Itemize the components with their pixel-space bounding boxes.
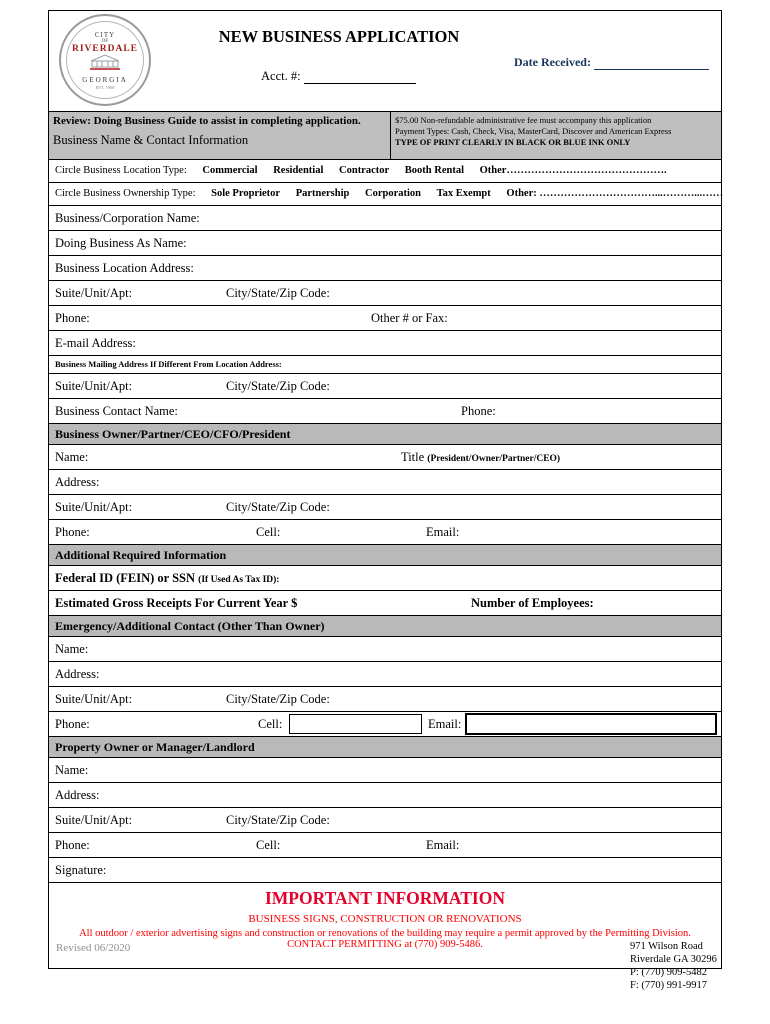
contact-phone-label: Phone:	[461, 404, 496, 418]
row-suite-city-3	[49, 494, 721, 519]
city-state-zip-label: City/State/Zip Code:	[226, 286, 330, 300]
owner-email-label: Email:	[426, 525, 460, 539]
property-phone-label: Phone:	[55, 838, 90, 852]
row-owner-address	[49, 469, 721, 494]
seal-est-text: EST. 1908	[95, 84, 115, 90]
option-contractor: Contractor	[339, 165, 390, 176]
option-booth-rental: Booth Rental	[404, 165, 465, 176]
seal-riverdale-text: RIVERDALE	[71, 43, 138, 54]
option-residential: Residential	[273, 165, 324, 176]
seal-city-text: CITY	[94, 30, 116, 39]
federal-id-label: Federal ID (FEIN) or SSN (If Used As Tax ID):	[55, 571, 280, 585]
row-property-address	[49, 782, 721, 807]
application-form	[48, 10, 722, 969]
row-owner-name-title	[49, 444, 721, 469]
acct-number-label: Acct. #:	[261, 69, 416, 84]
owner-title-label: Title (President/Owner/Partner/CEO)	[401, 450, 561, 464]
option-location-other: Other……………………………………….	[479, 165, 667, 176]
location-type-label: Circle Business Location Type:	[55, 165, 187, 176]
signature-label: Signature:	[55, 863, 107, 877]
date-received-label: Date Received:	[514, 55, 709, 70]
row-property-phone-cell-email	[49, 832, 721, 857]
row-emergency-name	[49, 636, 721, 661]
emergency-name-label: Name:	[55, 642, 89, 656]
emergency-email-label: Email:	[428, 717, 462, 731]
option-tax-exempt: Tax Exempt	[436, 188, 491, 199]
row-dba-name	[49, 230, 721, 255]
row-federal-id	[49, 565, 721, 590]
email-address-label: E-mail Address:	[55, 336, 136, 350]
row-emergency-phone-cell-email	[49, 711, 721, 736]
row-emergency-address	[49, 661, 721, 686]
dba-name-label: Doing Business As Name:	[55, 236, 187, 250]
mailing-address-label: Business Mailing Address If Different From Location Address:	[55, 359, 282, 369]
city-state-zip-label: City/State/Zip Code:	[226, 500, 330, 514]
property-cell-label: Cell:	[256, 838, 281, 852]
city-state-zip-label: City/State/Zip Code:	[226, 379, 330, 393]
fee-note: $75.00 Non-refundable administrative fee must accompany this application	[395, 115, 652, 125]
footer-fax: F: (770) 991-9917	[630, 980, 707, 991]
page-title: NEW BUSINESS APPLICATION	[218, 27, 460, 46]
emergency-phone-label: Phone:	[55, 717, 90, 731]
city-address-block	[630, 940, 717, 992]
row-business-contact	[49, 398, 721, 423]
emergency-cell-input[interactable]	[289, 714, 422, 734]
property-address-label: Address:	[55, 788, 100, 802]
business-corporation-name-label: Business/Corporation Name:	[55, 211, 200, 225]
section-business-name-contact: Business Name & Contact Information	[53, 133, 249, 147]
suite-label: Suite/Unit/Apt:	[55, 286, 133, 300]
important-title: IMPORTANT INFORMATION	[264, 888, 505, 908]
row-business-corporation-name	[49, 205, 721, 230]
option-ownership-other: Other: ……………………………...………...……	[506, 188, 724, 199]
revision-note: Revised 06/2020	[56, 942, 131, 954]
option-corporation: Corporation	[364, 188, 421, 199]
suite-label: Suite/Unit/Apt:	[55, 500, 133, 514]
owner-address-label: Address:	[55, 475, 100, 489]
acct-number-line	[304, 72, 416, 84]
ownership-type-label: Circle Business Ownership Type:	[55, 188, 196, 199]
section-property-header: Property Owner or Manager/Landlord	[49, 736, 721, 757]
seal-georgia-text: GEORGIA	[82, 75, 128, 84]
section-emergency-header: Emergency/Additional Contact (Other Than Owner)	[49, 615, 721, 636]
important-line1: All outdoor / exterior advertising signs and construction or renovations of the building may require a permit approved by the Permitting Division.	[79, 928, 691, 939]
row-owner-phone-cell-email	[49, 519, 721, 544]
option-partnership: Partnership	[295, 188, 350, 199]
city-hall-icon	[88, 54, 122, 75]
emergency-address-label: Address:	[55, 667, 100, 681]
phone-label: Phone:	[55, 311, 90, 325]
row-suite-city-2	[49, 373, 721, 398]
important-subtitle: BUSINESS SIGNS, CONSTRUCTION OR RENOVATIONS	[248, 913, 522, 925]
property-name-label: Name:	[55, 763, 89, 777]
emergency-email-input[interactable]	[465, 713, 717, 735]
date-received-line	[594, 58, 709, 70]
city-state-zip-label: City/State/Zip Code:	[226, 692, 330, 706]
number-of-employees-label: Number of Employees:	[471, 596, 594, 610]
option-commercial: Commercial	[202, 165, 258, 176]
row-ownership-type	[49, 182, 724, 205]
seal-of-text: OF	[101, 38, 109, 44]
row-suite-city-4	[49, 686, 721, 711]
row-suite-city-1	[49, 280, 721, 305]
row-signature	[49, 857, 721, 882]
form-header	[49, 11, 721, 111]
suite-label: Suite/Unit/Apt:	[55, 692, 133, 706]
suite-label: Suite/Unit/Apt:	[55, 813, 133, 827]
suite-label: Suite/Unit/Apt:	[55, 379, 133, 393]
business-location-address-label: Business Location Address:	[55, 261, 194, 275]
gross-receipts-label: Estimated Gross Receipts For Current Year $	[55, 596, 298, 610]
row-email-address	[49, 330, 721, 355]
ink-note: TYPE OF PRINT CLEARLY IN BLACK OR BLUE INK ONLY	[395, 137, 631, 147]
info-banner-right	[391, 112, 721, 159]
payment-types-note: Payment Types: Cash, Check, Visa, MasterCard, Discover and American Express	[395, 126, 672, 136]
footer-street: 971 Wilson Road	[630, 941, 703, 952]
info-banner	[49, 111, 721, 159]
section-owner-header: Business Owner/Partner/CEO/CFO/President	[49, 423, 721, 444]
review-note: Review: Doing Business Guide to assist in completing application.	[53, 115, 361, 127]
owner-cell-label: Cell:	[256, 525, 281, 539]
row-mailing-address	[49, 355, 721, 373]
owner-title-note: (President/Owner/Partner/CEO)	[427, 454, 561, 464]
city-of-riverdale-seal	[59, 14, 151, 106]
important-information-block	[49, 882, 721, 968]
footer-phone: P: (770) 909-5482	[630, 967, 707, 978]
option-sole-proprietor: Sole Proprietor	[211, 188, 281, 199]
row-phone-fax	[49, 305, 721, 330]
important-line2: CONTACT PERMITTING at (770) 909-5486.	[287, 939, 483, 950]
other-fax-label: Other # or Fax:	[371, 311, 448, 325]
federal-id-note: (If Used As Tax ID):	[198, 575, 280, 585]
emergency-cell-label: Cell:	[258, 717, 283, 731]
row-suite-city-5	[49, 807, 721, 832]
owner-name-label: Name:	[55, 450, 89, 464]
info-banner-left	[49, 112, 391, 159]
row-gross-receipts	[49, 590, 721, 615]
row-location-type	[49, 159, 721, 182]
row-business-location-address	[49, 255, 721, 280]
business-contact-name-label: Business Contact Name:	[55, 404, 178, 418]
section-additional-header: Additional Required Information	[49, 544, 721, 565]
property-email-label: Email:	[426, 838, 460, 852]
city-state-zip-label: City/State/Zip Code:	[226, 813, 330, 827]
row-property-name	[49, 757, 721, 782]
footer-city: Riverdale GA 30296	[630, 954, 717, 965]
owner-phone-label: Phone:	[55, 525, 90, 539]
